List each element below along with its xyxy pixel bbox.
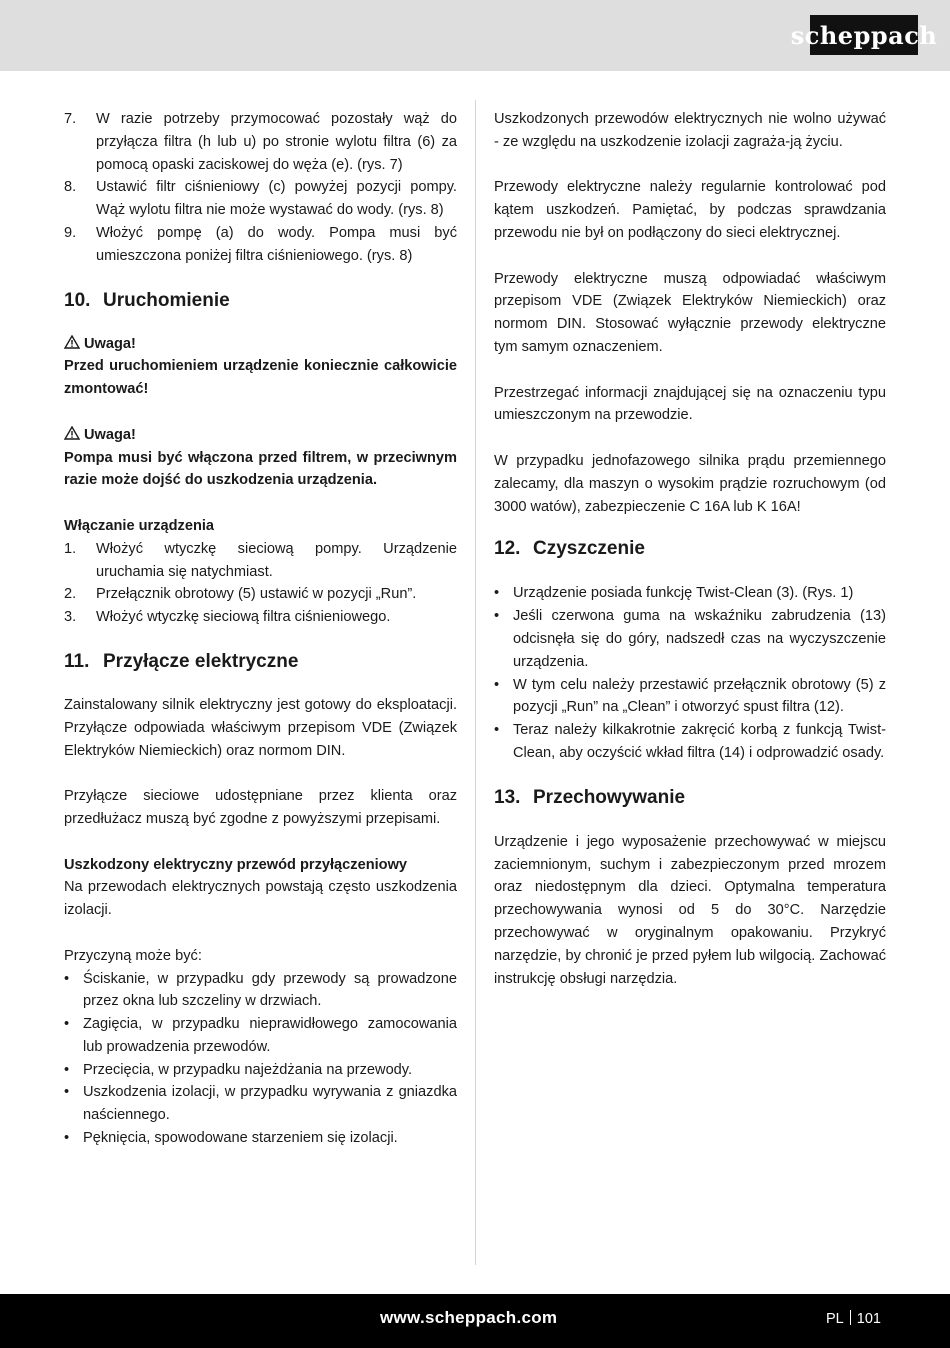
list-item-text: W tym celu należy przestawić przełącznik obrotowy (5) z pozycji „Run” na „Clean” i otworzyć spust filtra (12). xyxy=(513,676,886,716)
bullet-icon: • xyxy=(64,970,70,987)
right-column xyxy=(494,108,886,990)
bullet-icon: • xyxy=(64,1130,70,1147)
section-heading-uruchomienie xyxy=(64,289,457,313)
step-text: W razie potrzeby przymocować pozostały wąż do przyłącza filtra (h lub u) po stronie wylotu filtra (6) za pomocą opaski zaciskowej do węża (e). (rys. 7) xyxy=(96,111,457,173)
step-text: Włożyć wtyczkę sieciową pompy. Urządzenie uruchamia się natychmiast. xyxy=(96,540,457,580)
paragraph: Urządzenie i jego wyposażenie przechowywać w miejscu zaciemnionym, suchym i zabezpieczonym przed mrozem oraz niedostępnym dla dzieci. Optymalna temperatura przechowywania wynosi od 5 do 30°C. Narzędzie przechowywać w oryginalnym opakowaniu. Przykryć narzędzie, by chronić je przed pyłem lub wilgocią. Zachować instrukcję obsługi narzędzia. xyxy=(494,833,886,987)
step-item xyxy=(64,538,457,584)
warning-heading xyxy=(64,424,457,447)
warning-label: Uwaga! xyxy=(84,335,136,352)
section-heading-przylacze xyxy=(64,650,457,674)
header-bar xyxy=(0,0,950,71)
list-item xyxy=(64,968,457,1014)
list-item xyxy=(64,1081,457,1127)
step-text: Włożyć pompę (a) do wody. Pompa musi być umieszczona poniżej filtra ciśnieniowego. (rys. 8) xyxy=(96,224,457,264)
step-number: 1. xyxy=(64,540,77,557)
warning-triangle-icon xyxy=(64,426,80,440)
paragraph: Uszkodzonych przewodów elektrycznych nie wolno używać - ze względu na uszkodzenie izolacji zagraża-ją życiu. xyxy=(494,111,886,150)
bullet-icon: • xyxy=(494,608,500,625)
warning-text: Przed uruchomieniem urządzenie koniecznie całkowicie zmontować! xyxy=(64,358,457,398)
list-item xyxy=(64,1127,457,1150)
step-item xyxy=(64,222,457,268)
paragraph: Przewody elektryczne muszą odpowiadać właściwym przepisom VDE (Związek Elektryków Niemieckich) oraz normom DIN. Stosować wyłącznie przewody elektryczne tym samym oznaczeniem. xyxy=(494,270,886,355)
separator xyxy=(850,1310,851,1325)
list-item-text: Urządzenie posiada funkcję Twist-Clean (3). (Rys. 1) xyxy=(513,585,854,602)
list-item xyxy=(64,1059,457,1082)
column-divider xyxy=(475,100,476,1265)
website-link[interactable]: www.scheppach.com xyxy=(380,1308,558,1327)
paragraph: Przyczyną może być: xyxy=(64,947,202,964)
bullet-icon: • xyxy=(64,1016,70,1033)
list-item-text: Teraz należy kilkakrotnie zakręcić korbą z funkcją Twist-Clean, aby oczyścić wkład filtra (14) i odprowadzić osady. xyxy=(513,722,886,761)
step-number: 9. xyxy=(64,224,77,241)
step-text: Przełącznik obrotowy (5) ustawić w pozycji „Run”. xyxy=(96,586,417,603)
step-item xyxy=(64,108,457,176)
step-item xyxy=(64,606,457,629)
page-indicator xyxy=(826,1310,881,1327)
bullet-icon: • xyxy=(494,722,500,739)
section-heading-przechowywanie xyxy=(494,786,886,810)
step-number: 2. xyxy=(64,586,77,603)
bullet-icon: • xyxy=(494,585,500,602)
bullet-icon: • xyxy=(494,676,500,693)
step-text: Ustawić filtr ciśnieniowy (c) powyżej pozycji pompy. Wąż wylotu filtra nie może wystawać do wody. (rys. 8) xyxy=(96,179,457,219)
paragraph: Przestrzegać informacji znajdującej się na oznaczeniu typu umieszczonym na przewodzie. xyxy=(494,384,886,424)
warning-triangle-icon xyxy=(64,335,80,349)
section-title: Przyłącze elektryczne xyxy=(103,650,299,672)
list-item xyxy=(494,582,886,605)
step-number: 7. xyxy=(64,111,77,127)
section-number: 13. xyxy=(494,786,521,808)
section-title: Czyszczenie xyxy=(533,538,645,560)
section-heading-czyszczenie xyxy=(494,537,886,561)
list-item xyxy=(64,1013,457,1059)
list-item-text: Pęknięcia, spowodowane starzeniem się izolacji. xyxy=(83,1130,398,1147)
list-item-text: Jeśli czerwona guma na wskaźniku zabrudzenia (13) odcisnęła się do góry, nadszedł czas na wyczyszczenie urządzenia. xyxy=(513,608,886,670)
warning-label: Uwaga! xyxy=(84,426,136,443)
list-item-text: Ściskanie, w przypadku gdy przewody są prowadzone przez okna lub szczeliny w drzwiach. xyxy=(83,970,457,1010)
section-number: 10. xyxy=(64,289,91,311)
paragraph: Przewody elektryczne należy regularnie kontrolować pod kątem uszkodzeń. Pamiętać, by podczas sprawdzania przewodu nie był on podłączony do sieci elektrycznej. xyxy=(494,179,886,241)
list-item xyxy=(494,674,886,720)
subsection-title: Włączanie urządzenia xyxy=(64,517,215,534)
paragraph: Na przewodach elektrycznych powstają często uszkodzenia izolacji. xyxy=(64,879,457,919)
language-code: PL xyxy=(826,1311,844,1327)
step-item xyxy=(64,176,457,222)
bullet-icon: • xyxy=(64,1084,70,1101)
warning-heading xyxy=(64,333,457,356)
step-number: 3. xyxy=(64,609,77,626)
paragraph: Zainstalowany silnik elektryczny jest gotowy do eksploatacji. Przyłącze odpowiada właściwym przepisom VDE (Związek Elektryków Niemieckich) oraz normom DIN. xyxy=(64,696,457,759)
section-title: Uruchomienie xyxy=(103,289,230,311)
section-number: 11. xyxy=(64,650,90,672)
page-number: 101 xyxy=(856,1311,881,1327)
subsection-title: Uszkodzony elektryczny przewód przyłączeniowy xyxy=(64,856,408,873)
bullet-icon: • xyxy=(64,1061,70,1078)
list-item-text: Uszkodzenia izolacji, w przypadku wyrywania z gniazdka naściennego. xyxy=(83,1084,457,1124)
footer-bar xyxy=(0,1294,950,1348)
list-item-text: Przecięcia, w przypadku najeżdżania na przewody. xyxy=(83,1061,413,1078)
paragraph: W przypadku jednofazowego silnika prądu przemiennego zalecamy, dla maszyn o wysokim prądzie rozruchowym (od 3000 watów), zabezpieczenie C 16A lub K 16A! xyxy=(494,452,886,515)
warning-text: Pompa musi być włączona przed filtrem, w przeciwnym razie może dojść do uszkodzenia urządzenia. xyxy=(64,449,457,489)
left-column xyxy=(64,108,457,1150)
section-number: 12. xyxy=(494,538,521,560)
paragraph: Przyłącze sieciowe udostępniane przez klienta oraz przedłużacz muszą być zgodne z powyższymi przepisami. xyxy=(64,788,457,827)
step-text: Włożyć wtyczkę sieciową filtra ciśnieniowego. xyxy=(96,609,391,626)
list-item xyxy=(494,719,886,765)
step-item xyxy=(64,583,457,606)
list-item xyxy=(494,605,886,673)
scheppach-logo: scheppach xyxy=(810,15,918,55)
step-number: 8. xyxy=(64,179,77,196)
list-item-text: Zagięcia, w przypadku nieprawidłowego zamocowania lub prowadzenia przewodów. xyxy=(83,1016,457,1055)
section-title: Przechowywanie xyxy=(533,786,686,808)
